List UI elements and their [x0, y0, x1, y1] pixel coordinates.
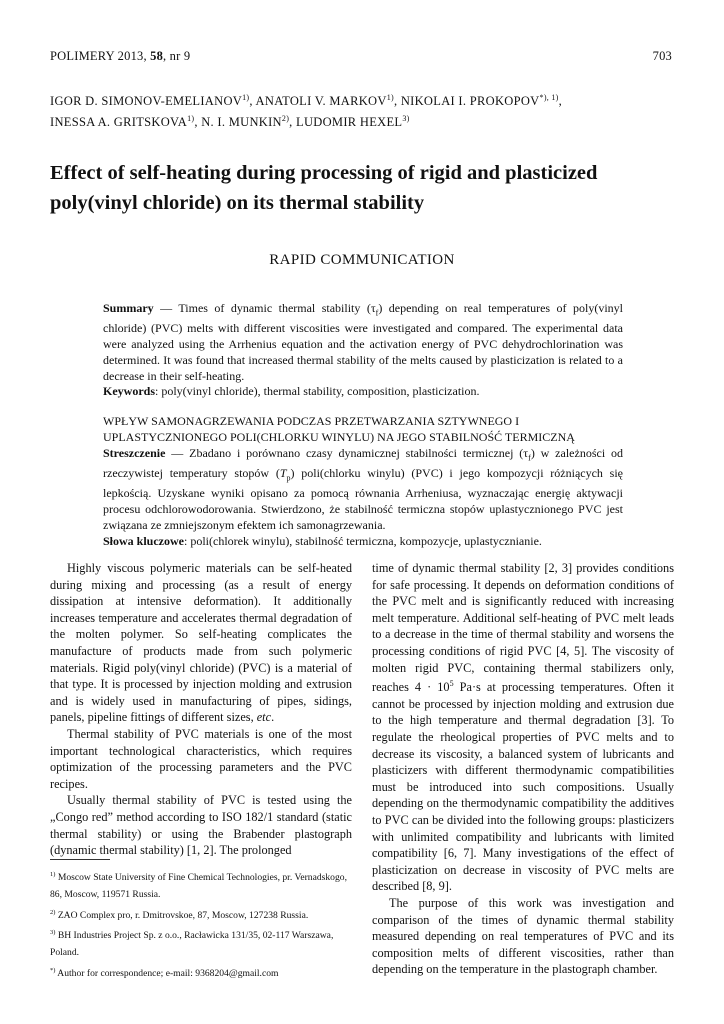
keywords-text: : poli(chlorek winylu), stabilność termiczna, kompozycje, uplastycznianie.: [184, 533, 542, 548]
superscript: 5: [449, 679, 454, 689]
body-paragraph: [372, 560, 674, 895]
author-list: [50, 89, 690, 131]
footnote-text: BH Industries Project Sp. z o.o., Racławicka 131/35, 02-117 Warszawa, Poland.: [50, 930, 334, 959]
affiliation-mark: 3): [402, 114, 410, 124]
body-paragraph: Thermal stability of PVC materials is one of the most important technological characteristics, which requires optimization of the processing parameters and the PVC recipes.: [50, 726, 352, 791]
journal-name: POLIMERY 2013,: [50, 49, 151, 63]
streszczenie-text: ) poli(chlorku winylu) (PVC) i jego kompozycji różniących się lepkością. Uzyskane wyniki opisano za pomocą równania Arrheniusa, wyznaczając energię aktywacji procesu odchlorowodorowania. Stwierdzono, że stabilność termiczna stopów uplastycznionego PVC jest związana ze zmniejszonym efektem ich samonagrzewania.: [103, 465, 623, 532]
paragraph-text: Pa·s at processing temperatures. Often it cannot be processed by injection molding and extrusion due to the high temperature and thermal degradation [3]. To regulate the rheological properties of PVC melts and to decrease its viscosity, a balanced system of lubricants and plasticizers with different thermodynamic compatibilities must be introduced into such compositions. Usually depending on the thermodynamic compatibility the additives to PVC can be divided into the following groups: plasticizers with unlimited compatibility and lubricants with limited compatibility [6, 7]. Many investigations of the effect of plasticization on decrease in viscosity of PVC melts are described [8, 9].: [372, 680, 675, 894]
author-name: IGOR D. SIMONOV-EMELIANOV: [50, 94, 243, 109]
title-line-1: Effect of self-heating during processing of rigid and plasticized: [50, 162, 598, 184]
footnote-text: ZAO Complex pro, r. Dmitrovskoe, 87, Moscow, 127238 Russia.: [55, 909, 309, 921]
subscript: f: [528, 453, 531, 463]
summary-en: [103, 301, 623, 384]
volume-number: 58: [150, 49, 164, 63]
footnote: [50, 866, 355, 904]
body-column-right: [372, 560, 674, 978]
slowa-kluczowe-label: Słowa kluczowe: [103, 533, 184, 548]
affiliation-mark: 1): [386, 93, 394, 102]
summary-pl: [103, 446, 623, 534]
author-separator: ,: [558, 94, 563, 109]
footnote-mark: 2): [50, 908, 56, 916]
paragraph-text: .: [271, 710, 275, 725]
streszczenie-text: — Zbadano i porównano czasy dynamicznej stabilności termicznej (τ: [165, 445, 529, 460]
paper-title: [50, 158, 690, 218]
affiliation-mark: 2): [281, 114, 290, 124]
footnote: [50, 904, 355, 924]
body-paragraph: Usually thermal stability of PVC is tested using the „Congo red” method according to ISO 182/1 standard (static thermal stability) or using the Brabender plastograph (dynamic thermal stability) [1, 2]. The prolonged: [50, 793, 352, 858]
footnote: [50, 962, 355, 982]
keywords-text: : poly(vinyl chloride), thermal stability, composition, plasticization.: [155, 384, 480, 399]
footnote-text: Author for correspondence; e-mail: 9368204@gmail.com: [55, 967, 279, 979]
section-label: RAPID COMMUNICATION: [269, 252, 455, 268]
polish-title: WPŁYW SAMONAGRZEWANIA PODCZAS PRZETWARZANIA SZTYWNEGO I UPLASTYCZNIONEGO POLI(CHLORKU WINYLU) NA JEGO STABILNOŚĆ TERMICZNĄ: [103, 414, 575, 444]
streszczenie-label: Streszczenie: [103, 445, 166, 460]
body-paragraph: [50, 560, 352, 726]
affiliation-mark: 1): [187, 114, 195, 124]
subscript: p: [286, 473, 291, 483]
author-name: , N. I. MUNKIN: [194, 115, 282, 130]
footnote: [50, 924, 355, 962]
running-header: [50, 49, 190, 64]
summary-text: — Times of dynamic thermal stability (τ: [153, 301, 376, 315]
author-name: , LUDOMIR HEXEL: [289, 115, 403, 130]
affiliation-mark: *), 1): [539, 93, 559, 102]
keywords-pl: [103, 534, 623, 550]
footnote-mark: *): [50, 966, 56, 974]
keywords-en: [103, 384, 623, 400]
subscript: f: [375, 308, 379, 318]
issue-number: , nr 9: [163, 49, 191, 63]
affiliation-mark: 1): [242, 93, 250, 102]
streszczenie-text: ) w zależności od rzeczywistej temperatury stopów (: [103, 445, 623, 480]
italic-text: etc: [256, 710, 272, 725]
symbol: T: [279, 465, 287, 480]
author-name: , ANATOLI V. MARKOV: [249, 94, 387, 109]
paragraph-text: Highly viscous polymeric materials can be self-heated during mixing and processing (as a result of energy dissipation at intensive deformation). It additionally increases temperature and accelerates thermal degradation of the molten polymer. So self-heating complicates the manufacture of products made from such polymeric materials. Rigid poly(vinyl chloride) (PVC) is a material of that type. It is processed by injection molding and extrusion and is widely used in manufacturing of pipes, sidings, panels, pipeline fittings of different sizes,: [50, 561, 352, 725]
abstract-block: [103, 301, 623, 549]
footnote-mark: 3): [50, 928, 56, 936]
footnote-divider: [50, 859, 110, 860]
body-paragraph: The purpose of this work was investigation and comparison of the times of dynamic thermal stability measured depending on real temperatures of PVC and its composition melts of different viscosities, rather than depending on the temperature in the plastograph chamber.: [372, 895, 674, 977]
summary-text: ) depending on real temperatures of poly(vinyl chloride) (PVC) melts with different viscosities were investigated and compared. The experimental data were analyzed using the Arrhenius equation and the activation energy of PVC dehydrochlorination was determined. It was found that increased thermal stability of the melts caused by plasticization is related to a decrease in their self-heating.: [103, 301, 623, 383]
title-line-2: poly(vinyl chloride) on its thermal stability: [50, 192, 425, 214]
summary-label: Summary: [103, 301, 154, 315]
keywords-label: Keywords: [103, 384, 155, 399]
paragraph-text: time of dynamic thermal stability [2, 3] provides conditions for safe processing. It depends on deformation conditions of the PVC melt and is significantly reduced with increasing melt temperature. Additional self-heating of PVC melt leads to a decrease in the time of thermal stability and worsens the processing conditions of rigid PVC [4, 5]. The viscosity of molten rigid PVC, containing thermal stabilizers only, reaches 4 · 10: [372, 561, 674, 695]
author-name: INESSA A. GRITSKOVA: [50, 115, 188, 130]
body-column-left: [50, 560, 352, 859]
page-number: 703: [652, 49, 672, 63]
footnote-text: Moscow State University of Fine Chemical Technologies, pr. Vernadskogo, 86, Moscow, 119571 Russia.: [50, 872, 347, 901]
author-name: , NIKOLAI I. PROKOPOV: [393, 94, 540, 109]
footnotes: [50, 866, 355, 982]
footnote-mark: 1): [50, 871, 56, 878]
